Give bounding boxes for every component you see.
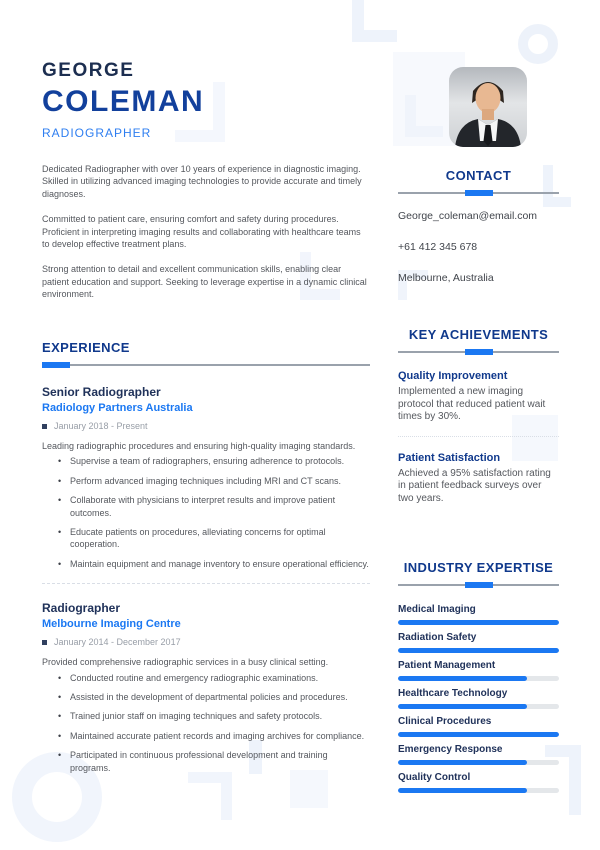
- job-title: Radiographer: [42, 601, 121, 616]
- job-bullet: • Maintained accurate patient records and imaging archives for compliance.: [58, 730, 370, 742]
- skill-label: Quality Control: [398, 772, 471, 783]
- job-bullet: • Perform advanced imaging techniques including MRI and CT scans.: [58, 475, 370, 487]
- section-divider: [42, 362, 370, 368]
- skill-label: Healthcare Technology: [398, 688, 508, 699]
- divider-accent: [465, 190, 493, 196]
- job-dates-text: January 2014 - December 2017: [54, 637, 181, 648]
- skill-bar-track: [398, 676, 559, 681]
- skill-bar-fill: [398, 732, 559, 737]
- job-dates-text: January 2018 - Present: [54, 421, 148, 431]
- job-dates: [42, 637, 370, 647]
- skill-item: [398, 604, 559, 625]
- role-title: RADIOGRAPHER: [42, 126, 152, 140]
- skill-bar-fill: [398, 648, 559, 653]
- skill-bar-track: [398, 620, 559, 625]
- skill-bar-fill: [398, 788, 527, 793]
- decor-bracket: [352, 0, 397, 42]
- skill-item: [398, 772, 559, 793]
- achievements-section: [398, 327, 559, 506]
- job-dates: [42, 421, 370, 431]
- job-bullet: • Collaborate with physicians to interpret results and improve patient outcomes.: [58, 494, 370, 519]
- skill-label: Patient Management: [398, 660, 496, 671]
- skill-bar-fill: [398, 620, 559, 625]
- skill-label: Emergency Response: [398, 744, 503, 755]
- achievement-title: Quality Improvement: [398, 370, 508, 382]
- job-list: [42, 385, 370, 774]
- summary-paragraph: Committed to patient care, ensuring comfort and safety during procedures. Proficient in interpreting imaging results and collaborating with healthcare teams to develop effective treatment plans.: [42, 214, 361, 250]
- divider-accent: [465, 582, 493, 588]
- date-square-icon: [42, 424, 47, 429]
- skill-bar-fill: [398, 676, 527, 681]
- experience-item: [42, 385, 370, 570]
- profile-photo: [449, 67, 527, 147]
- contact-location: Melbourne, Australia: [398, 272, 494, 284]
- first-name: GEORGE: [42, 60, 135, 81]
- experience-section: [42, 340, 370, 781]
- summary-paragraph: Dedicated Radiographer with over 10 years of experience in diagnostic imaging. Skilled in utilizing advanced imaging technologies to provide accurate and timely diagnoses.: [42, 164, 362, 199]
- section-divider: [398, 582, 559, 588]
- skill-list: [398, 604, 559, 793]
- job-company: Radiology Partners Australia: [42, 402, 193, 414]
- job-bullet: • Trained junior staff on imaging techniques and safety protocols.: [58, 710, 370, 722]
- job-bullet: • Maintain equipment and manage inventory to ensure operational efficiency.: [58, 558, 370, 570]
- section-divider: [398, 349, 559, 355]
- job-company: Melbourne Imaging Centre: [42, 618, 181, 631]
- header: [42, 60, 204, 140]
- skill-bar-fill: [398, 760, 527, 765]
- skill-label: Radiation Safety: [398, 632, 477, 643]
- skill-bar-track: [398, 732, 559, 737]
- date-square-icon: [42, 640, 47, 645]
- section-divider: [398, 190, 559, 196]
- experience-item: [42, 583, 370, 774]
- job-bullet: • Participated in continuous professional development and training programs.: [58, 749, 370, 774]
- expertise-heading: INDUSTRY EXPERTISE: [403, 560, 554, 575]
- portrait-illustration: [449, 67, 527, 147]
- job-bullet: • Educate patients on procedures, alleviating concerns for optimal cooperation.: [58, 526, 370, 551]
- skill-bar-track: [398, 788, 559, 793]
- skill-item: [398, 716, 559, 737]
- divider-accent: [42, 362, 70, 368]
- job-bullet-list: [42, 672, 370, 774]
- job-title: Senior Radiographer: [42, 385, 161, 399]
- summary-paragraph: Strong attention to detail and excellent communication skills, enabling clear patient education and support. Seeking to leverage expertise in a dynamic clinical environment.: [42, 264, 367, 300]
- skill-bar-track: [398, 760, 559, 765]
- contact-phone: +61 412 345 678: [398, 241, 478, 253]
- job-bullet: • Conducted routine and emergency radiographic examinations.: [58, 672, 370, 684]
- achievement-item: [398, 370, 559, 424]
- contact-section: [398, 168, 559, 303]
- job-bullet: • Assisted in the development of departmental policies and procedures.: [58, 691, 370, 703]
- decor-bracket: [405, 95, 443, 137]
- achievement-item: [398, 436, 559, 506]
- job-bullet-list: [42, 455, 370, 570]
- skill-label: Clinical Procedures: [398, 716, 492, 727]
- skill-label: Medical Imaging: [398, 604, 476, 615]
- divider-accent: [465, 349, 493, 355]
- achievement-list: [398, 370, 559, 506]
- contact-heading: CONTACT: [445, 168, 512, 183]
- achievement-text: Implemented a new imaging protocol that reduced patient wait times by 30%.: [398, 386, 546, 423]
- decor-ring: [518, 24, 558, 64]
- skill-item: [398, 744, 559, 765]
- job-intro: Provided comprehensive radiographic services in a busy clinical setting.: [42, 657, 329, 668]
- summary-section: [42, 163, 370, 314]
- skill-item: [398, 632, 559, 653]
- skill-item: [398, 688, 559, 709]
- achievements-heading: KEY ACHIEVEMENTS: [408, 327, 549, 342]
- job-bullet: • Supervise a team of radiographers, ensuring adherence to protocols.: [58, 455, 370, 467]
- job-intro: Leading radiographic procedures and ensuring high-quality imaging standards.: [42, 441, 356, 451]
- experience-heading: EXPERIENCE: [42, 340, 130, 355]
- achievement-text: Achieved a 95% satisfaction rating in patient feedback surveys over two years.: [398, 467, 551, 504]
- skill-bar-track: [398, 648, 559, 653]
- skill-bar-track: [398, 704, 559, 709]
- skill-item: [398, 660, 559, 681]
- last-name: COLEMAN: [42, 85, 205, 118]
- skill-bar-fill: [398, 704, 527, 709]
- contact-email: George_coleman@email.com: [398, 210, 538, 222]
- expertise-section: [398, 560, 559, 800]
- achievement-title: Patient Satisfaction: [398, 451, 501, 464]
